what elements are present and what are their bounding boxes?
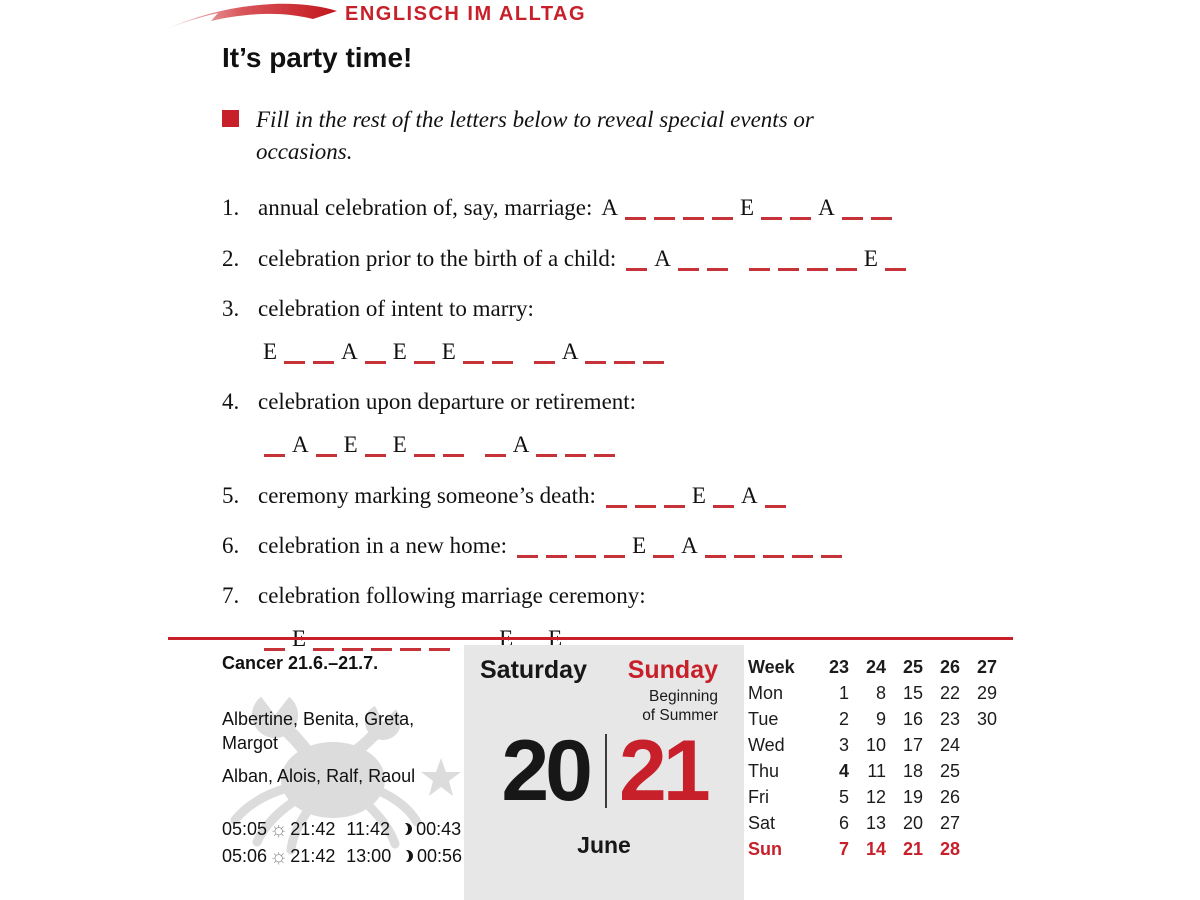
date-numbers [464,723,744,819]
blank-slot [614,361,635,364]
given-letter: A [654,245,671,271]
puzzle-item [222,243,1032,275]
page-title: It’s party time! [222,42,413,73]
blank-slot [313,648,334,651]
given-letter: A [292,432,309,458]
puzzle-item [222,192,1032,224]
date-cell: 15 [902,682,923,703]
blank-slot [313,361,334,364]
puzzle-item [222,530,1032,562]
item-clue: celebration of intent to marry: [258,295,534,321]
item-clue: annual celebration of, say, marriage: [258,195,593,221]
given-letter: A [601,195,619,221]
week-grid-row [748,836,997,862]
brand-title: ENGLISCH IM ALLTAG [345,3,587,25]
puzzle-item [222,386,1032,461]
instruction-text: Fill in the rest of the letters below to reveal special events or occasions. [256,107,814,165]
item-clue: celebration prior to the birth of a child: [258,245,617,271]
blank-slot [664,505,685,508]
weekday-label: Tue [748,708,779,729]
item-number: 2. [222,245,240,271]
item-pattern [258,429,1032,461]
blank-slot [443,454,464,457]
blank-slot [763,555,784,558]
item-line [258,480,1032,512]
given-letter: A [341,338,358,364]
week-grid-row [748,758,997,784]
week-grid-header-cell: 24 [865,656,886,677]
given-letter: E [441,338,456,364]
date-cell: 2 [838,708,849,729]
date-cell: 13 [865,812,886,833]
date-cell: 24 [939,734,960,755]
moon-icon [394,822,408,836]
blank-slot [365,454,386,457]
blank-slot [429,648,450,651]
date-divider [605,734,607,808]
blank-slot [836,268,857,271]
weekday-label: Thu [748,760,780,781]
moon-icon [395,849,409,863]
blank-slot [342,648,363,651]
blank-slot [842,217,863,220]
item-body [258,192,1032,224]
week-grid-row [748,732,997,758]
sun-moon-line [222,816,462,843]
blank-slot [707,268,728,271]
sunrise-time: 05:06 [222,845,268,866]
given-letter: E [392,338,407,364]
date-cell: 4 [838,760,849,781]
blank-slot [264,648,285,651]
week-grid-header-cell: 26 [939,656,960,677]
brand-swoosh-icon [163,2,341,34]
blank-slot [626,268,647,271]
date-cell: 7 [838,838,849,859]
sunset-time: 21:42 [290,818,336,839]
date-cell: 10 [865,734,886,755]
puzzle-list [222,192,1032,655]
week-grid-header-cell: 25 [902,656,923,677]
weekday-label: Wed [748,734,785,755]
date-cell: 3 [838,734,849,755]
item-number: 4. [222,389,240,415]
item-body [258,480,1032,512]
moonrise-time: 11:42 [346,818,391,839]
blank-slot [792,555,813,558]
item-line [258,530,1032,562]
red-divider-rule [168,637,1013,640]
sun-icon: ☼ [269,817,289,841]
saturday-date-number: 20 [501,723,589,819]
sunday-label: Sunday [627,656,718,684]
date-cell: 14 [865,838,886,859]
blank-slot [683,217,704,220]
blank-slot [371,648,392,651]
calendar-day-panel [464,645,744,900]
week-grid-header-cell: 27 [976,656,997,677]
name-day-list-1: Albertine, Benita, Greta, Margot [222,709,415,754]
zodiac-label: Cancer 21.6.–21.7. [222,653,379,673]
saturday-label: Saturday [480,656,587,684]
given-letter: A [681,532,698,558]
date-cell: 1 [838,682,849,703]
sun-moon-line [222,843,462,870]
weekday-label: Sun [748,838,782,859]
season-note: Beginning of Summer [642,688,718,725]
blank-slot [654,217,675,220]
item-line [258,243,1032,275]
puzzle-item [222,480,1032,512]
date-cell: 21 [902,838,923,859]
blank-slot [778,268,799,271]
blank-slot [807,268,828,271]
blank-slot [761,217,782,220]
item-number: 7. [222,582,240,608]
blank-slot [400,648,421,651]
blank-slot [606,505,627,508]
given-letter: A [561,338,579,364]
date-cell: 20 [902,812,923,833]
moonset-time: 00:56 [416,845,462,866]
date-cell: 12 [865,786,886,807]
blank-slot [492,361,513,364]
blank-slot [604,555,625,558]
moonset-time: 00:43 [416,818,462,839]
blank-slot [284,361,305,364]
date-cell: 28 [939,838,960,859]
item-number: 6. [222,532,240,558]
weekday-label: Mon [748,682,784,703]
blank-slot [594,454,615,457]
date-cell: 9 [875,708,886,729]
week-grid-header [748,654,997,680]
month-label: June [577,832,631,858]
blank-slot [653,555,674,558]
item-number: 3. [222,295,240,321]
date-cell: 16 [902,708,923,729]
blank-slot [517,555,538,558]
sun-moon-times [222,816,462,870]
date-cell: 8 [875,682,886,703]
date-cell: 11 [867,760,886,781]
blank-slot [625,217,646,220]
blank-slot [765,505,786,508]
date-cell: 5 [838,786,849,807]
given-letter: E [392,432,407,458]
blank-slot [790,217,811,220]
given-letter: E [263,338,278,364]
given-letter: E [863,245,878,271]
weekday-label: Sat [748,812,776,833]
blank-slot [585,361,606,364]
blank-slot [463,361,484,364]
date-cell: 29 [976,682,997,703]
given-letter: E [632,532,647,558]
blank-slot [575,555,596,558]
blank-slot [534,361,555,364]
given-letter: A [512,432,530,458]
item-clue: celebration in a new home: [258,532,508,558]
week-grid-row [748,810,997,836]
blank-slot [316,454,337,457]
blank-slot [264,454,285,457]
sunrise-time: 05:05 [222,818,268,839]
given-letter: E [343,432,358,458]
week-grid [748,654,997,862]
date-cell: 17 [902,734,923,755]
item-body [258,530,1032,562]
exercise-section [222,42,1032,673]
instruction [222,104,1032,168]
blank-slot [485,454,506,457]
date-cell: 25 [939,760,960,781]
week-grid-header-cell: 23 [828,656,849,677]
date-cell: 22 [939,682,960,703]
date-cell: 23 [939,708,960,729]
blank-slot [749,268,770,271]
blank-slot [536,454,557,457]
given-letter: E [740,195,755,221]
blank-slot [885,268,906,271]
item-number: 5. [222,482,240,508]
week-grid-row [748,706,997,732]
week-grid-header-cell: Week [748,656,795,677]
blank-slot [414,454,435,457]
weekday-label: Fri [748,786,769,807]
sunday-date-number: 21 [619,723,707,819]
puzzle-item [222,580,1032,655]
date-cell: 30 [976,708,997,729]
item-body [258,243,1032,275]
given-letter: A [740,482,758,508]
item-pattern [258,336,1032,368]
blank-slot [821,555,842,558]
blank-slot [635,505,656,508]
name-day-list-2: Alban, Alois, Ralf, Raoul [222,765,416,786]
date-cell: 18 [902,760,923,781]
blank-slot [705,555,726,558]
week-grid-row [748,784,997,810]
blank-slot [871,217,892,220]
blank-slot [678,268,699,271]
blank-slot [414,361,435,364]
calendar-left-column [222,653,462,870]
week-grid-row [748,680,997,706]
item-clue: ceremony marking someone’s death: [258,482,596,508]
sunset-time: 21:42 [290,845,336,866]
item-body [258,580,1032,655]
blank-slot [713,505,734,508]
blank-slot [565,454,586,457]
date-cell: 27 [939,812,960,833]
red-square-bullet-icon [222,110,239,127]
moonrise-time: 13:00 [346,845,392,866]
item-line [258,192,1032,224]
given-letter: E [691,482,706,508]
blank-slot [365,361,386,364]
item-body [258,293,1032,368]
blank-slot [712,217,733,220]
item-body [258,386,1032,461]
blank-slot [546,555,567,558]
item-number: 1. [222,195,240,221]
blank-slot [643,361,664,364]
blank-slot [734,555,755,558]
puzzle-item [222,293,1032,368]
date-cell: 6 [838,812,849,833]
item-clue: celebration following marriage ceremony: [258,582,646,608]
sun-icon: ☼ [269,844,289,868]
date-cell: 26 [939,786,960,807]
item-clue: celebration upon departure or retirement: [258,389,637,415]
given-letter: A [818,195,835,221]
date-cell: 19 [902,786,923,807]
